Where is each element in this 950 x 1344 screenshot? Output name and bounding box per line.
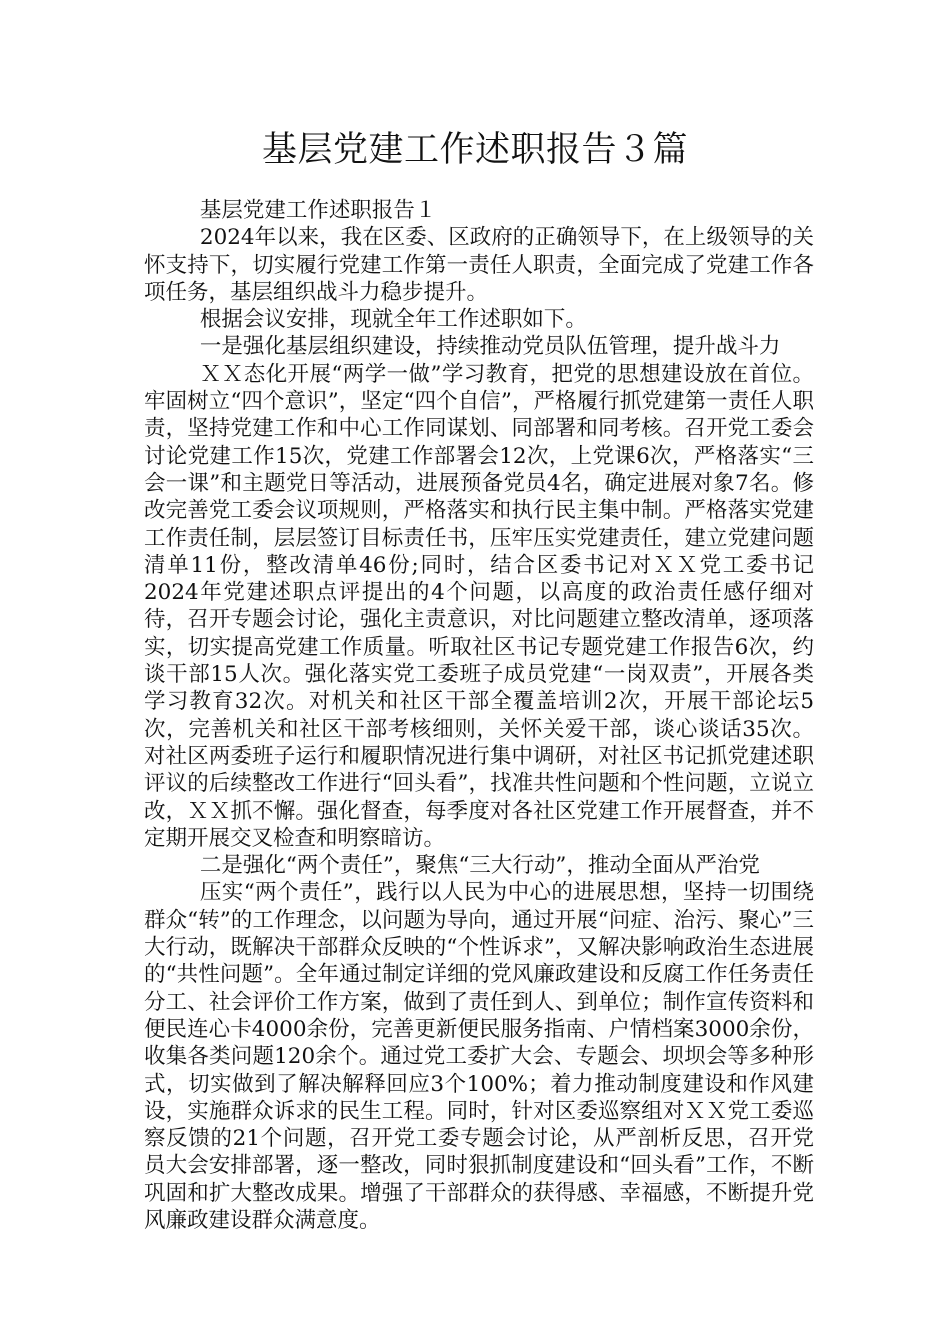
body-paragraph: 2024年以来，我在区委、区政府的正确领导下，在上级领导的关怀支持下，切实履行党建工作第一责任人职责，全面完成了党建工作各项任务，基层组织战斗力稳步提升。 — [144, 225, 814, 305]
document-title: 基层党建工作述职报告３篇 — [261, 130, 688, 170]
section-heading: 一是强化基层组织建设，持续推动党员队伍管理，提升战斗力 — [199, 334, 781, 360]
section-heading: 二是强化“两个责任”，聚焦“三大行动”，推动全面从严治党 — [199, 853, 760, 879]
document-body — [144, 197, 814, 1234]
body-paragraph: 压实“两个责任”，践行以人民为中心的进展思想，坚持一切围绕群众“转”的工作理念，以问题为导向，通过开展“问症、治污、聚心”三大行动，既解决干部群众反映的“个性诉求”，又解决影响政治生态进展的“共性问题”。全年通过制定详细的党风廉政建设和反腐工作任务责任分工、社会评价工作方案，做到了责任到人、到单位；制作宣传资料和便民连心卡4000余份，完善更新便民服务指南、户情档案3000余份，收集各类问题120余个。通过党工委扩大会、专题会、坝坝会等多种形式，切实做到了解决解释回应3个100%；着力推动制度建设和作风建设，实施群众诉求的民生工程。同时，针对区委巡察组对ＸＸ党工委巡察反馈的21个问题，召开党工委专题会讨论，从严剖析反思，召开党员大会安排部署，逐一整改，同时狠抓制度建设和“回头看”工作，不断巩固和扩大整改成果。增强了干部群众的获得感、幸福感，不断提升党风廉政建设群众满意度。 — [144, 880, 814, 1233]
body-paragraph: ＸＸ态化开展“两学一做”学习教育，把党的思想建设放在首位。牢固树立“四个意识”，坚定“四个自信”，严格履行抓党建第一责任人职责，坚持党建工作和中心工作同谋划、同部署和同考核。召开党工委会讨论党建工作15次，党建工作部署会12次，上党课6次，严格落实“三会一课”和主题党日等活动，进展预备党员4名，确定进展对象7名。修改完善党工委会议项规则，严格落实和执行民主集中制。严格落实党建工作责任制，层层签订目标责任书，压牢压实党建责任，建立党建问题清单11份，整改清单46份;同时，结合区委书记对ＸＸ党工委书记2024年党建述职点评提出的4个问题，以高度的政治责任感仔细对待，召开专题会讨论，强化主责意识，对比问题建立整改清单，逐项落实，切实提高党建工作质量。听取社区书记专题党建工作报告6次，约谈干部15人次。强化落实党工委班子成员党建“一岗双责”，开展各类学习教育32次。对机关和社区干部全覆盖培训2次，开展干部论坛5次，完善机关和社区干部考核细则，关怀关爱干部，谈心谈话35次。对社区两委班子运行和履职情况进行集中调研，对社区书记抓党建述职评议的后续整改工作进行“回头看”，找准共性问题和个性问题，立说立改，ＸＸ抓不懈。强化督查，每季度对各社区党建工作开展督查，并不定期开展交叉检查和明察暗访。 — [144, 361, 814, 851]
body-paragraph: 根据会议安排，现就全年工作述职如下。 — [199, 307, 587, 333]
subtitle-paragraph: 基层党建工作述职报告１ — [199, 198, 437, 223]
